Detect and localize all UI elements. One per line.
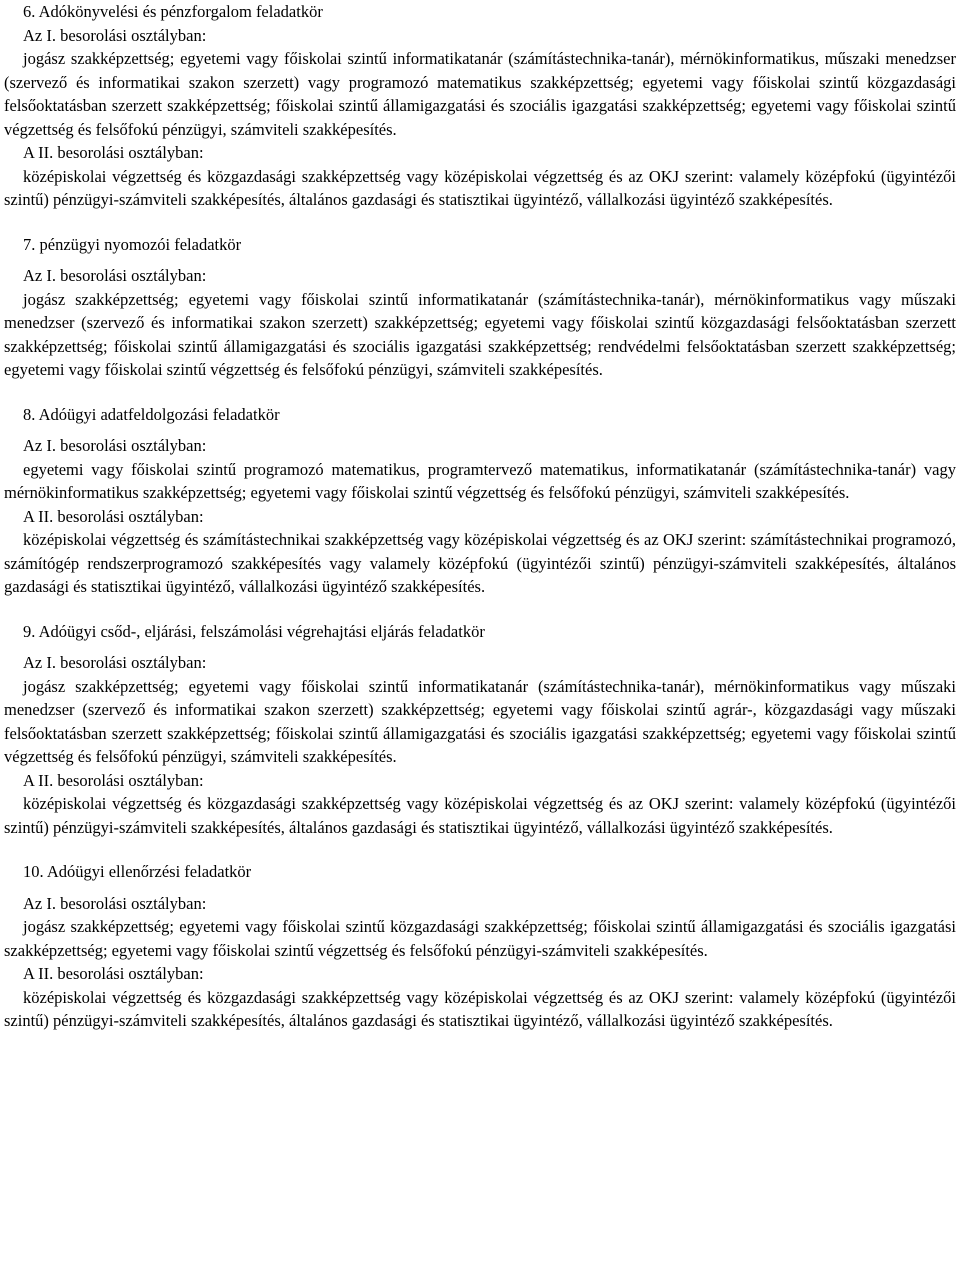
title-spacer	[4, 643, 956, 651]
category-1-text: jogász szakképzettség; egyetemi vagy főiskolai szintű informatikatanár (számítástechnika-tanár), mérnökinformatikus vagy műszaki menedzser (szervező és informatikai szakon szerzett) szakképzettség; egyetemi vagy főiskolai szintű agrár-, közgazdasági vagy műszaki felsőoktatásban szerzett szakképzettség; főiskolai szintű államigazgatási és szociális igazgatási szakképzettség; egyetemi vagy főiskolai szintű végzettség és felsőfokú pénzügyi, számviteli szakképesítés.	[4, 676, 956, 766]
section-title: 6. Adókönyvelési és pénzforgalom feladatkör	[23, 2, 323, 21]
section-10	[4, 860, 956, 1033]
section-9	[4, 620, 956, 840]
category-2-text: középiskolai végzettség és közgazdasági szakképzettség vagy középiskolai végzettség és az OKJ szerint: valamely középfokú (ügyintézői szintű) pénzügyi-számviteli szakképesítés, általános gazdasági és statisztikai ügyintéző, vállalkozási ügyintéző szakképesítés.	[4, 794, 956, 837]
category-1-text: jogász szakképzettség; egyetemi vagy főiskolai szintű közgazdasági szakképzettség; főiskolai szintű államigazgatási és szociális igazgatási szakképzettség; egyetemi vagy főiskolai szintű végzettség és felsőfokú pénzügyi-számviteli szakképesítés.	[4, 917, 956, 960]
category-1-label: Az I. besorolási osztályban:	[23, 653, 207, 672]
category-2-label: A II. besorolási osztályban:	[23, 506, 204, 526]
category-1-label: Az I. besorolási osztályban:	[23, 436, 207, 455]
category-1-text: jogász szakképzettség; egyetemi vagy főiskolai szintű informatikatanár (számítástechnika-tanár), mérnökinformatikus, műszaki menedzser (szervező és informatikai szakon szerzett) vagy programozó matematikus szakképzettség; egyetemi vagy főiskolai szintű közgazdasági felsőoktatásban szerzett szakképzettség; főiskolai szintű államigazgatási és szociális igazgatási szakképzettség; egyetemi vagy főiskolai szintű végzettség és felsőfokú pénzügyi, számviteli szakképesítés.	[4, 49, 956, 139]
title-spacer	[4, 256, 956, 264]
section-spacer	[4, 599, 956, 620]
section-6	[4, 0, 956, 212]
section-7	[4, 233, 956, 382]
section-title: 7. pénzügyi nyomozói feladatkör	[23, 234, 242, 254]
section-spacer	[4, 212, 956, 233]
category-2-text: középiskolai végzettség és közgazdasági szakképzettség vagy középiskolai végzettség és az OKJ szerint: valamely középfokú (ügyintézői szintű) pénzügyi-számviteli szakképesítés, általános gazdasági és statisztikai ügyintéző, vállalkozási ügyintéző szakképesítés.	[4, 987, 956, 1030]
category-1-label: Az I. besorolási osztályban:	[23, 893, 207, 913]
category-1-label: Az I. besorolási osztályban:	[23, 25, 207, 45]
section-title: 10. Adóügyi ellenőrzési feladatkör	[23, 862, 252, 881]
category-1-text: jogász szakképzettség; egyetemi vagy főiskolai szintű informatikatanár (számítástechnika-tanár), mérnökinformatikus vagy műszaki menedzser (szervező és informatikai szakon szerzett) szakképzettség; egyetemi vagy főiskolai szintű közgazdasági felsőoktatásban szerzett szakképzettség; főiskolai szintű államigazgatási és szociális igazgatási szakképzettség; rendvédelmi felsőoktatásban szerzett szakképzettség; egyetemi vagy főiskolai szintű végzettség és felsőfokú pénzügyi, számviteli szakképesítés.	[4, 289, 956, 379]
category-2-label: A II. besorolási osztályban:	[23, 770, 204, 790]
title-spacer	[4, 426, 956, 434]
section-8	[4, 403, 956, 599]
title-spacer	[4, 884, 956, 892]
section-title: 8. Adóügyi adatfeldolgozási feladatkör	[23, 404, 280, 424]
category-2-label: A II. besorolási osztályban:	[23, 964, 204, 983]
category-1-label: Az I. besorolási osztályban:	[23, 266, 207, 285]
section-spacer	[4, 382, 956, 403]
section-title: 9. Adóügyi csőd-, eljárási, felszámolási végrehajtási eljárás feladatkör	[23, 621, 485, 641]
category-2-text: középiskolai végzettség és számítástechnikai szakképzettség vagy középiskolai végzettség és az OKJ szerint: számítástechnikai programozó, számítógép rendszerprogramozó szakképesítés vagy valamely középfokú (ügyintézői szintű) pénzügyi-számviteli szakképesítés, általános gazdasági és statisztikai ügyintéző, vállalkozási ügyintéző szakképesítés.	[4, 530, 956, 596]
category-2-text: középiskolai végzettség és közgazdasági szakképzettség vagy középiskolai végzettség és az OKJ szerint: valamely középfokú (ügyintézői szintű) pénzügyi-számviteli szakképesítés, általános gazdasági és statisztikai ügyintéző, vállalkozási ügyintéző szakképesítés.	[4, 166, 956, 209]
section-spacer	[4, 839, 956, 860]
category-1-text: egyetemi vagy főiskolai szintű programozó matematikus, programtervező matematikus, informatikatanár (számítástechnika-tanár) vagy mérnökinformatikus szakképzettség; egyetemi vagy főiskolai szintű végzettség és felsőfokú pénzügyi, számviteli szakképesítés.	[4, 459, 956, 502]
category-2-label: A II. besorolási osztályban:	[23, 143, 204, 162]
